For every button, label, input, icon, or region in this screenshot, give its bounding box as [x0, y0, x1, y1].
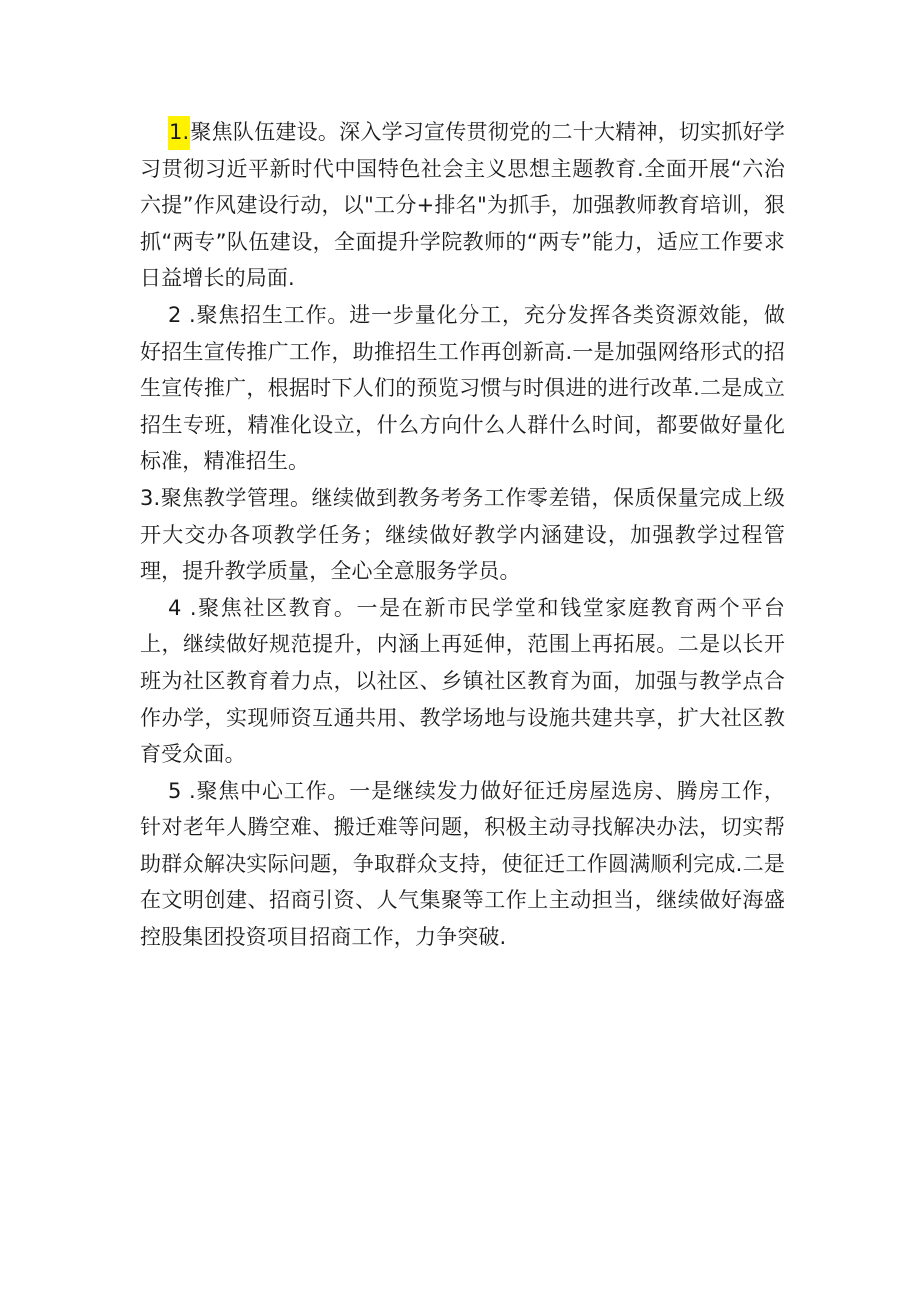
- paragraph-number: 3.: [140, 485, 161, 510]
- paragraph-number-highlighted: 1.: [168, 116, 190, 150]
- paragraph-number: 2 .: [168, 302, 196, 327]
- paragraph-1: [140, 114, 785, 297]
- paragraph-text: 聚焦队伍建设。深入学习宣传贯彻党的二十大精神，切实抓好学习贯彻习近平新时代中国特色社会主义思想主题教育.全面开展“六治六提”作风建设行动，以"工分+排名"为抓手，加强教师教育培训，狠抓“两专”队伍建设，全面提升学院教师的“两专”能力，适应工作要求日益增长的局面.: [140, 120, 785, 291]
- paragraph-text: 聚焦教学管理。继续做到教务考务工作零差错，保质保量完成上级开大交办各项教学任务；继续做好教学内涵建设，加强教学过程管理，提升教学质量，全心全意服务学员。: [140, 485, 785, 584]
- paragraph-5: [140, 773, 785, 956]
- paragraph-text: 聚焦中心工作。一是继续发力做好征迁房屋选房、腾房工作，针对老年人腾空难、搬迁难等问题，积极主动寻找解决办法，切实帮助群众解决实际问题，争取群众支持，使征迁工作圆满顺利完成.二是在文明创建、招商引资、人气集聚等工作上主动担当，继续做好海盛控股集团投资项目招商工作，力争突破.: [140, 778, 785, 950]
- paragraph-2: [140, 297, 785, 480]
- paragraph-number: 4 .: [168, 595, 197, 620]
- paragraph-text: 聚焦社区教育。一是在新市民学堂和钱堂家庭教育两个平台上，继续做好规范提升，内涵上再延伸，范围上再拓展。二是以长开班为社区教育着力点，以社区、乡镇社区教育为面，加强与教学点合作办学，实现师资互通共用、教学场地与设施共建共享，扩大社区教育受众面。: [140, 595, 785, 767]
- paragraph-4: [140, 590, 785, 773]
- document-body: [140, 114, 785, 956]
- paragraph-text: 聚焦招生工作。进一步量化分工，充分发挥各类资源效能，做好招生宣传推广工作，助推招生工作再创新高.一是加强网络形式的招生宣传推广，根据时下人们的预览习惯与时俱进的进行改革.二是成立招生专班，精准化设立，什么方向什么人群什么时间，都要做好量化标准，精准招生。: [140, 302, 785, 474]
- paragraph-3: [140, 480, 785, 590]
- paragraph-number: 5 .: [168, 778, 196, 803]
